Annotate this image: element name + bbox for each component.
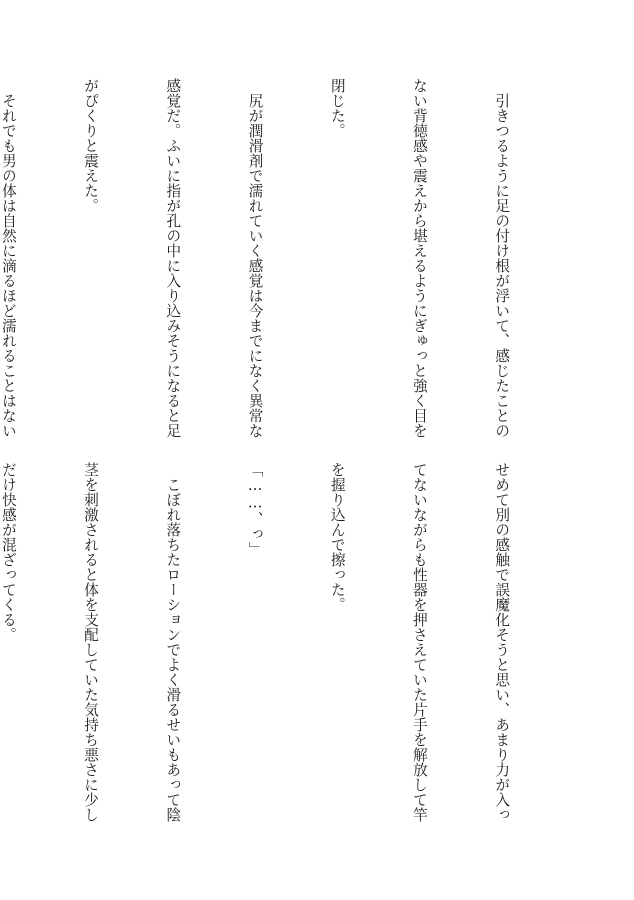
text-line: せめて別の感触で誤魔化そうと思い、あまり力が入っ	[493, 462, 511, 822]
text-line: ない背徳感や震えから堪えるようにぎゅっと強く目を	[410, 78, 428, 438]
text-line: 「……、っ」	[246, 462, 264, 557]
text-line: を握り込んで擦った。	[328, 462, 346, 612]
text-line: てないながらも性器を押さえていた片手を解放して竿	[410, 462, 428, 822]
text-line: だけ快感が混ざってくる。	[0, 462, 17, 642]
text-line: 感覚だ。ふいに指が孔の中に入り込みそうになると足	[164, 78, 182, 438]
text-line: 茎を刺激されると体を支配していた気持ち悪さに少し	[82, 462, 100, 822]
top-text-block	[0, 78, 570, 448]
bottom-text-block	[0, 462, 570, 842]
text-line: こぼれ落ちたローションでよく滑るせいもあって陰	[164, 462, 182, 822]
text-line: 引きつるように足の付け根が浮いて、感じたことの	[493, 78, 511, 438]
text-line: それでも男の体は自然に滴るほど濡れることはない	[0, 78, 17, 438]
text-line: 閉じた。	[328, 78, 346, 138]
text-line: 尻が潤滑剤で濡れていく感覚は今までになく異常な	[246, 78, 264, 438]
text-line: がぴくりと震えた。	[82, 78, 100, 213]
